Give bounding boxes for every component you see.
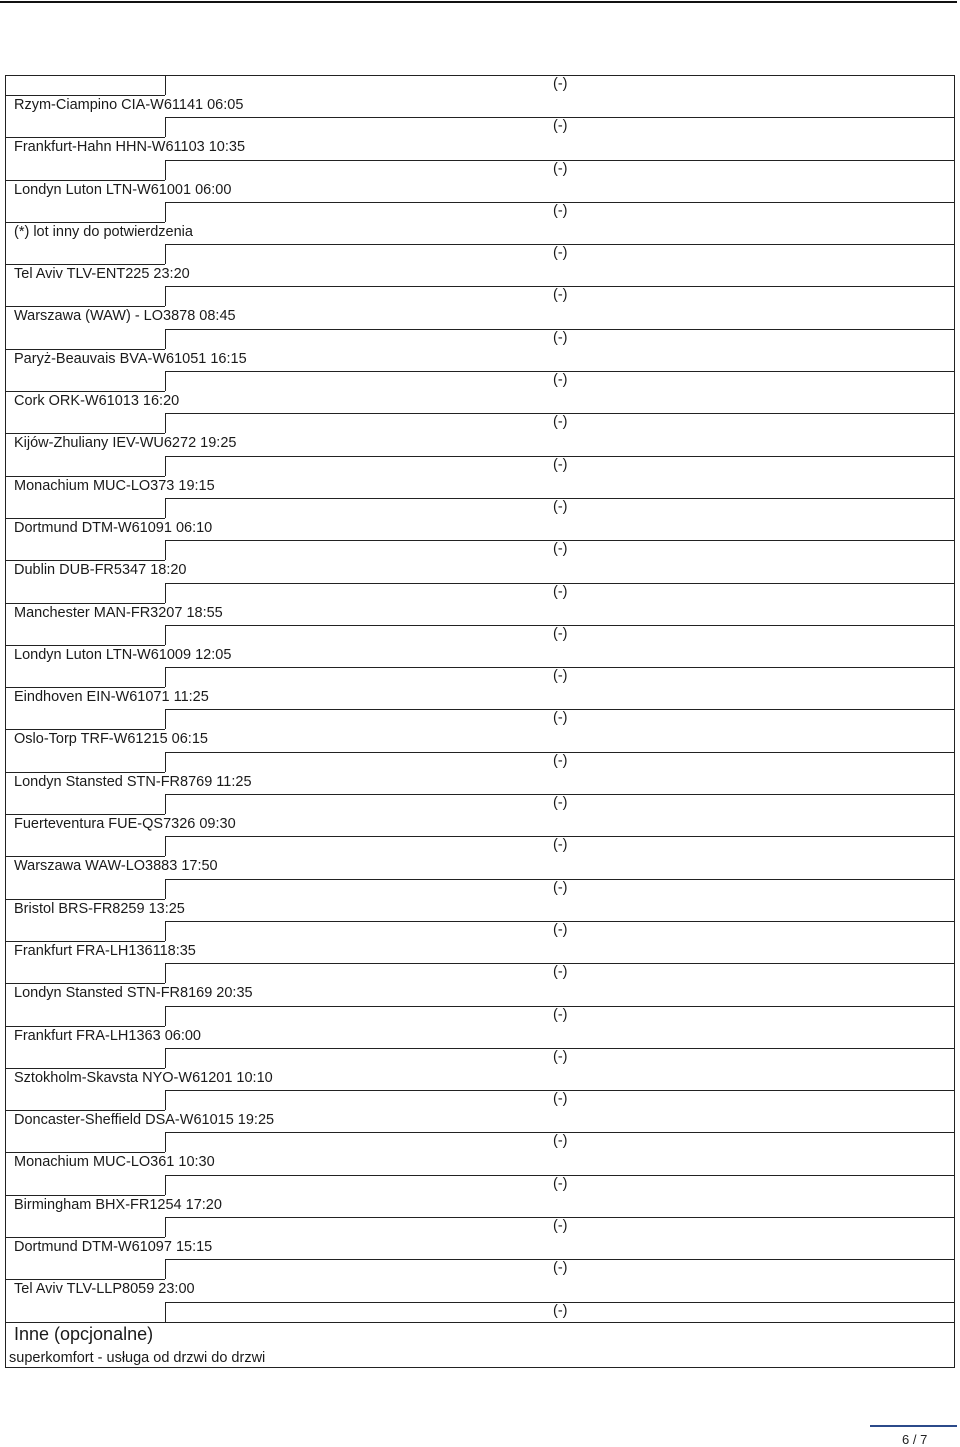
flight-option-value: (-) (553, 752, 568, 769)
flight-option-value: (-) (553, 921, 568, 938)
row-label-line (5, 560, 165, 561)
flight-option-label: Doncaster-Sheffield DSA-W61015 19:25 (14, 1112, 275, 1129)
row-divider (165, 1048, 166, 1068)
row-divider (165, 371, 166, 391)
row-divider (165, 1090, 166, 1110)
row-divider (165, 1217, 166, 1237)
row-label-line (5, 476, 165, 477)
flight-option-row[interactable] (5, 1048, 955, 1090)
flight-option-value: (-) (553, 414, 568, 431)
flight-option-value: (-) (553, 498, 568, 515)
flight-option-label: Sztokholm-Skavsta NYO-W61201 10:10 (14, 1069, 273, 1086)
flight-option-label: Rzym-Ciampino CIA-W61141 06:05 (14, 97, 244, 113)
row-label-line (5, 687, 165, 688)
flight-option-value: (-) (553, 668, 568, 685)
row-label-line (5, 137, 165, 138)
flight-option-row[interactable] (5, 329, 955, 371)
row-divider (165, 286, 166, 306)
row-divider (165, 413, 166, 433)
flight-option-label: Manchester MAN-FR3207 18:55 (14, 604, 223, 621)
row-label-line (5, 306, 165, 307)
flight-option-row[interactable] (5, 1217, 955, 1259)
flight-option-label: Warszawa WAW-LO3883 17:50 (14, 858, 218, 875)
flight-option-label: Tel Aviv TLV-LLP8059 23:00 (14, 1281, 195, 1298)
flight-option-value: (-) (553, 1006, 568, 1023)
row-label-line (5, 941, 165, 942)
row-divider (165, 498, 166, 518)
flight-option-label: Frankfurt-Hahn HHN-W61103 10:35 (14, 139, 246, 156)
flight-option-label: Bristol BRS-FR8259 13:25 (14, 900, 185, 917)
flight-option-value: (-) (553, 1260, 568, 1277)
flight-option-label: (*) lot inny do potwierdzenia (14, 223, 193, 240)
flight-option-label: Londyn Luton LTN-W61009 12:05 (14, 646, 232, 663)
row-divider (165, 625, 166, 645)
flight-option-label: Monachium MUC-LO373 19:15 (14, 477, 215, 494)
row-label-line (5, 856, 165, 857)
row-label-line (5, 95, 165, 96)
row-divider (165, 456, 166, 476)
row-divider (165, 329, 166, 349)
flight-option-row[interactable] (5, 244, 955, 286)
flight-option-label: Frankfurt FRA-LH1363 06:00 (14, 1027, 201, 1044)
flight-option-value: (-) (553, 1302, 568, 1319)
row-divider (165, 752, 166, 772)
flight-option-row[interactable] (5, 583, 955, 625)
row-divider (165, 921, 166, 941)
flight-option-row[interactable] (5, 1006, 955, 1048)
flight-option-label: Monachium MUC-LO361 10:30 (14, 1154, 215, 1171)
other-option-label: superkomfort - usługa od drzwi do drzwi (9, 1350, 266, 1366)
flight-option-row[interactable] (5, 879, 955, 921)
row-divider (165, 709, 166, 729)
flight-option-label: Frankfurt FRA-LH136118:35 (14, 942, 196, 959)
row-label-line (5, 433, 165, 434)
row-label-line (5, 518, 165, 519)
flight-option-row[interactable] (5, 202, 955, 244)
row-label-line (5, 1152, 165, 1153)
flight-option-label: Cork ORK-W61013 16:20 (14, 393, 180, 410)
flight-option-label: Dortmund DTM-W61091 06:10 (14, 519, 213, 536)
row-divider (165, 1259, 166, 1279)
flight-option-row[interactable] (5, 1259, 955, 1301)
flight-option-value: (-) (553, 625, 568, 642)
row-label-line (5, 899, 165, 900)
row-label-line (5, 391, 165, 392)
flight-option-row[interactable] (5, 286, 955, 328)
flight-option-row[interactable] (5, 1090, 955, 1132)
flight-option-label: Londyn Luton LTN-W61001 06:00 (14, 181, 232, 198)
flight-option-label: Dortmund DTM-W61097 15:15 (14, 1239, 213, 1256)
row-label-line (5, 1279, 165, 1280)
row-divider (165, 202, 166, 222)
row-label-line (5, 645, 165, 646)
row-divider (165, 583, 166, 603)
row-label-line (5, 983, 165, 984)
flight-option-row[interactable] (5, 709, 955, 751)
flight-option-value: (-) (553, 329, 568, 346)
row-divider (165, 160, 166, 180)
row-divider (165, 794, 166, 814)
row-divider (165, 1302, 166, 1322)
flight-option-label: Dublin DUB-FR5347 18:20 (14, 562, 187, 579)
flight-option-label: Tel Aviv TLV-ENT225 23:20 (14, 266, 190, 283)
row-label-line (5, 1195, 165, 1196)
row-divider (165, 244, 166, 264)
row-label-line (5, 1068, 165, 1069)
row-divider (165, 667, 166, 687)
footer-rule (870, 1425, 957, 1427)
flight-option-row[interactable] (5, 160, 955, 202)
row-label-line (5, 349, 165, 350)
flight-option-row[interactable] (5, 921, 955, 963)
flight-option-row[interactable] (5, 413, 955, 455)
row-divider (165, 1175, 166, 1195)
row-label-line (5, 264, 165, 265)
flight-option-value: (-) (553, 456, 568, 473)
flight-option-label: Birmingham BHX-FR1254 17:20 (14, 1196, 222, 1213)
other-section-heading: Inne (opcjonalne) (14, 1324, 154, 1344)
row-divider (165, 963, 166, 983)
flight-option-row[interactable] (5, 752, 955, 794)
flight-option-value: (-) (553, 1048, 568, 1065)
flight-option-value: (-) (553, 710, 568, 727)
flight-option-value: (-) (553, 1133, 568, 1150)
row-label-line (5, 180, 165, 181)
flight-option-value: (-) (553, 160, 568, 177)
flight-option-label: Londyn Stansted STN-FR8169 20:35 (14, 985, 253, 1002)
flight-option-row[interactable] (5, 75, 955, 117)
flight-option-row[interactable] (5, 794, 955, 836)
row-divider (165, 540, 166, 560)
row-label-line (5, 1237, 165, 1238)
row-label-line (5, 772, 165, 773)
flight-option-label: Oslo-Torp TRF-W61215 06:15 (14, 731, 208, 748)
flight-option-label: Kijów-Zhuliany IEV-WU6272 19:25 (14, 435, 237, 452)
flight-option-value: (-) (553, 202, 568, 219)
flight-option-label: Paryż-Beauvais BVA-W61051 16:15 (14, 350, 247, 367)
flight-option-value: (-) (553, 837, 568, 854)
flight-option-label: Londyn Stansted STN-FR8769 11:25 (14, 773, 252, 790)
flight-option-value: (-) (553, 795, 568, 812)
row-label-line (5, 603, 165, 604)
page-number: 6 / 7 (902, 1432, 928, 1447)
flight-option-row[interactable] (5, 963, 955, 1005)
flight-option-row[interactable] (5, 1132, 955, 1174)
row-label-line (5, 1110, 165, 1111)
flight-option-value: (-) (553, 1175, 568, 1192)
row-divider (165, 75, 166, 95)
flight-option-value: (-) (553, 287, 568, 304)
row-label-line (5, 729, 165, 730)
flight-options-list (5, 75, 955, 1344)
flight-option-value: (-) (553, 583, 568, 600)
flight-option-value: (-) (553, 118, 568, 135)
flight-option-value: (-) (553, 1218, 568, 1235)
flight-option-value: (-) (553, 245, 568, 262)
flight-option-row[interactable] (5, 1175, 955, 1217)
row-divider (165, 879, 166, 899)
flight-option-value: (-) (553, 1091, 568, 1108)
flight-option-value: (-) (553, 76, 568, 92)
row-divider (165, 1132, 166, 1152)
flight-option-row[interactable] (5, 456, 955, 498)
flight-option-value: (-) (553, 372, 568, 389)
flight-option-row[interactable] (5, 625, 955, 667)
flight-option-row[interactable] (5, 667, 955, 709)
row-divider (165, 117, 166, 137)
flight-option-row[interactable] (5, 371, 955, 413)
flight-option-row[interactable] (5, 117, 955, 159)
other-section-divider (5, 1322, 955, 1323)
flight-option-value: (-) (553, 879, 568, 896)
row-label-line (5, 1026, 165, 1027)
flight-option-value: (-) (553, 964, 568, 981)
flight-option-label: Warszawa (WAW) - LO3878 08:45 (14, 308, 236, 325)
row-divider (165, 1006, 166, 1026)
flight-option-value: (-) (553, 541, 568, 558)
row-label-line (5, 814, 165, 815)
flight-option-label: Fuerteventura FUE-QS7326 09:30 (14, 816, 236, 833)
flight-option-label: Eindhoven EIN-W61071 11:25 (14, 689, 209, 706)
flight-option-row[interactable] (5, 540, 955, 582)
top-rule (0, 1, 957, 3)
row-divider (165, 836, 166, 856)
row-label-line (5, 222, 165, 223)
flight-option-row[interactable] (5, 498, 955, 540)
flight-option-row[interactable] (5, 836, 955, 878)
